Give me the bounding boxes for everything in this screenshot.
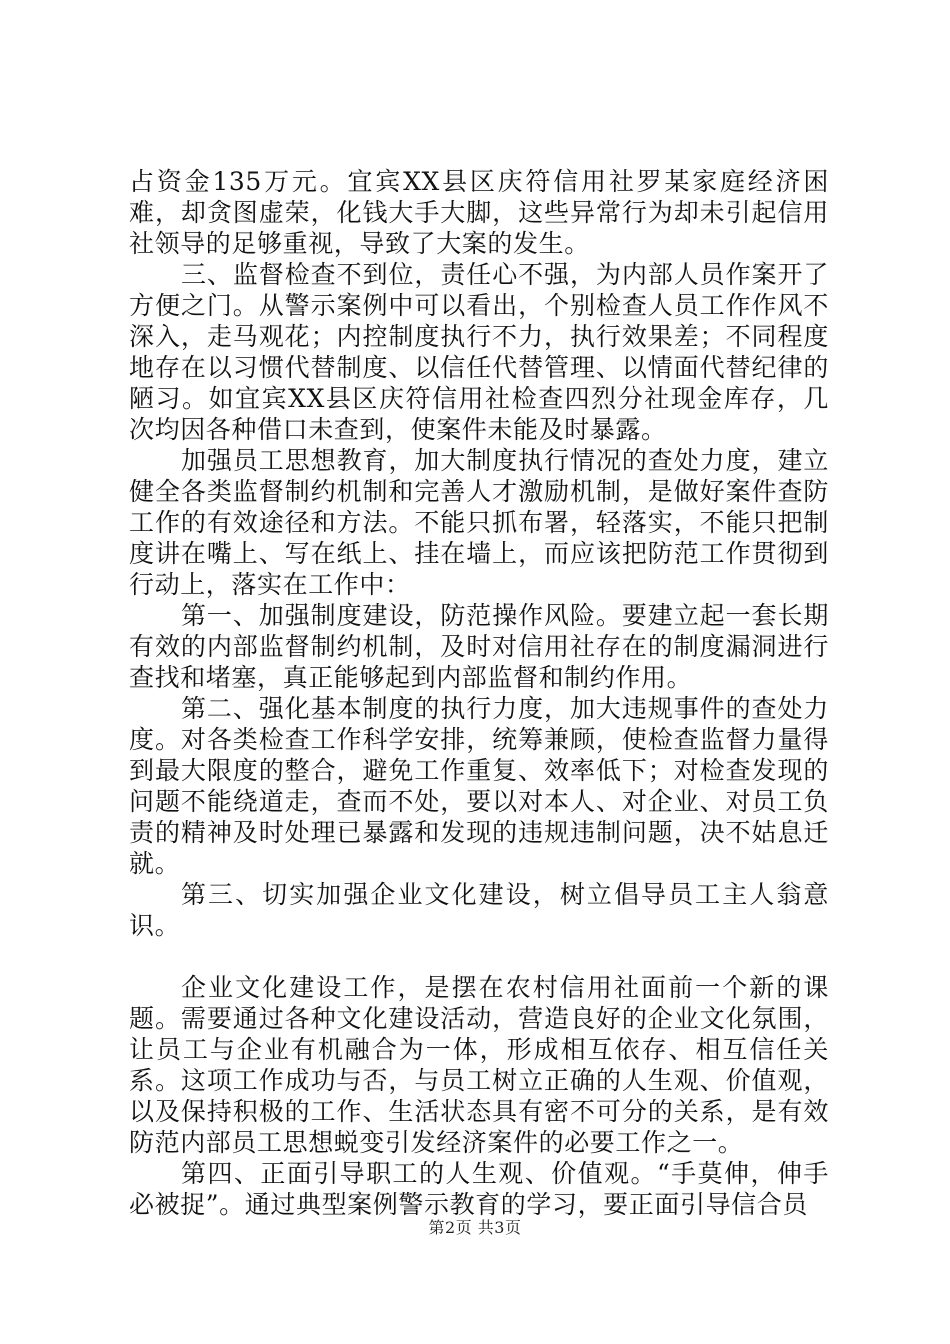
paragraph-3: 加强员工思想教育，加大制度执行情况的查处力度，建立健全各类监督制约机制和完善人才激励机制，是做好案件查防工作的有效途径和方法。不能只抓布署，轻落实，不能只把制度讲在嘴上、写在纸上、挂在墙上，而应该把防范工作贯彻到行动上，落实在工作中： bbox=[129, 446, 829, 599]
paragraph-4: 第一、加强制度建设，防范操作风险。要建立起一套长期有效的内部监督制约机制，及时对信用社存在的制度漏洞进行查找和堵塞，真正能够起到内部监督和制约作用。 bbox=[129, 601, 829, 692]
paragraph-1: 占资金135万元。宜宾XX县区庆符信用社罗某家庭经济困难，却贪图虚荣，化钱大手大脚，这些异常行为却未引起信用社领导的足够重视，导致了大案的发生。 bbox=[129, 167, 829, 258]
paragraph-7: 企业文化建设工作，是摆在农村信用社面前一个新的课题。需要通过各种文化建设活动，营造良好的企业文化氛围，让员工与企业有机融合为一体，形成相互依存、相互信任关系。这项工作成功与否，与员工树立正确的人生观、价值观，以及保持积极的工作、生活状态具有密不可分的关系，是有效防范内部员工思想蜕变引发经济案件的必要工作之一。 bbox=[129, 973, 829, 1157]
paragraph-6: 第三、切实加强企业文化建设，树立倡导员工主人翁意识。 bbox=[129, 880, 829, 940]
paragraph-5: 第二、强化基本制度的执行力度，加大违规事件的查处力度。对各类检查工作科学安排，统筹兼顾，使检查监督力量得到最大限度的整合，避免工作重复、效率低下；对检查发现的问题不能绕道走，查而不处，要以对本人、对企业、对员工负责的精神及时处理已暴露和发现的违规违制问题，决不姑息迁就。 bbox=[129, 694, 829, 878]
document-body bbox=[129, 166, 829, 1220]
paragraph-8: 第四、正面引导职工的人生观、价值观。“手莫伸，伸手必被捉”。通过典型案例警示教育的学习，要正面引导信合员 bbox=[129, 1159, 829, 1219]
page-footer: 第2页 共3页 bbox=[428, 1218, 522, 1237]
paragraph-2: 三、监督检查不到位，责任心不强，为内部人员作案开了方便之门。从警示案例中可以看出，个别检查人员工作作风不深入，走马观花；内控制度执行不力，执行效果差；不同程度地存在以习惯代替制度、以信任代替管理、以情面代替纪律的陋习。如宜宾XX县区庆符信用社检查四烈分社现金库存，几次均因各种借口未查到，使案件未能及时暴露。 bbox=[129, 260, 829, 444]
